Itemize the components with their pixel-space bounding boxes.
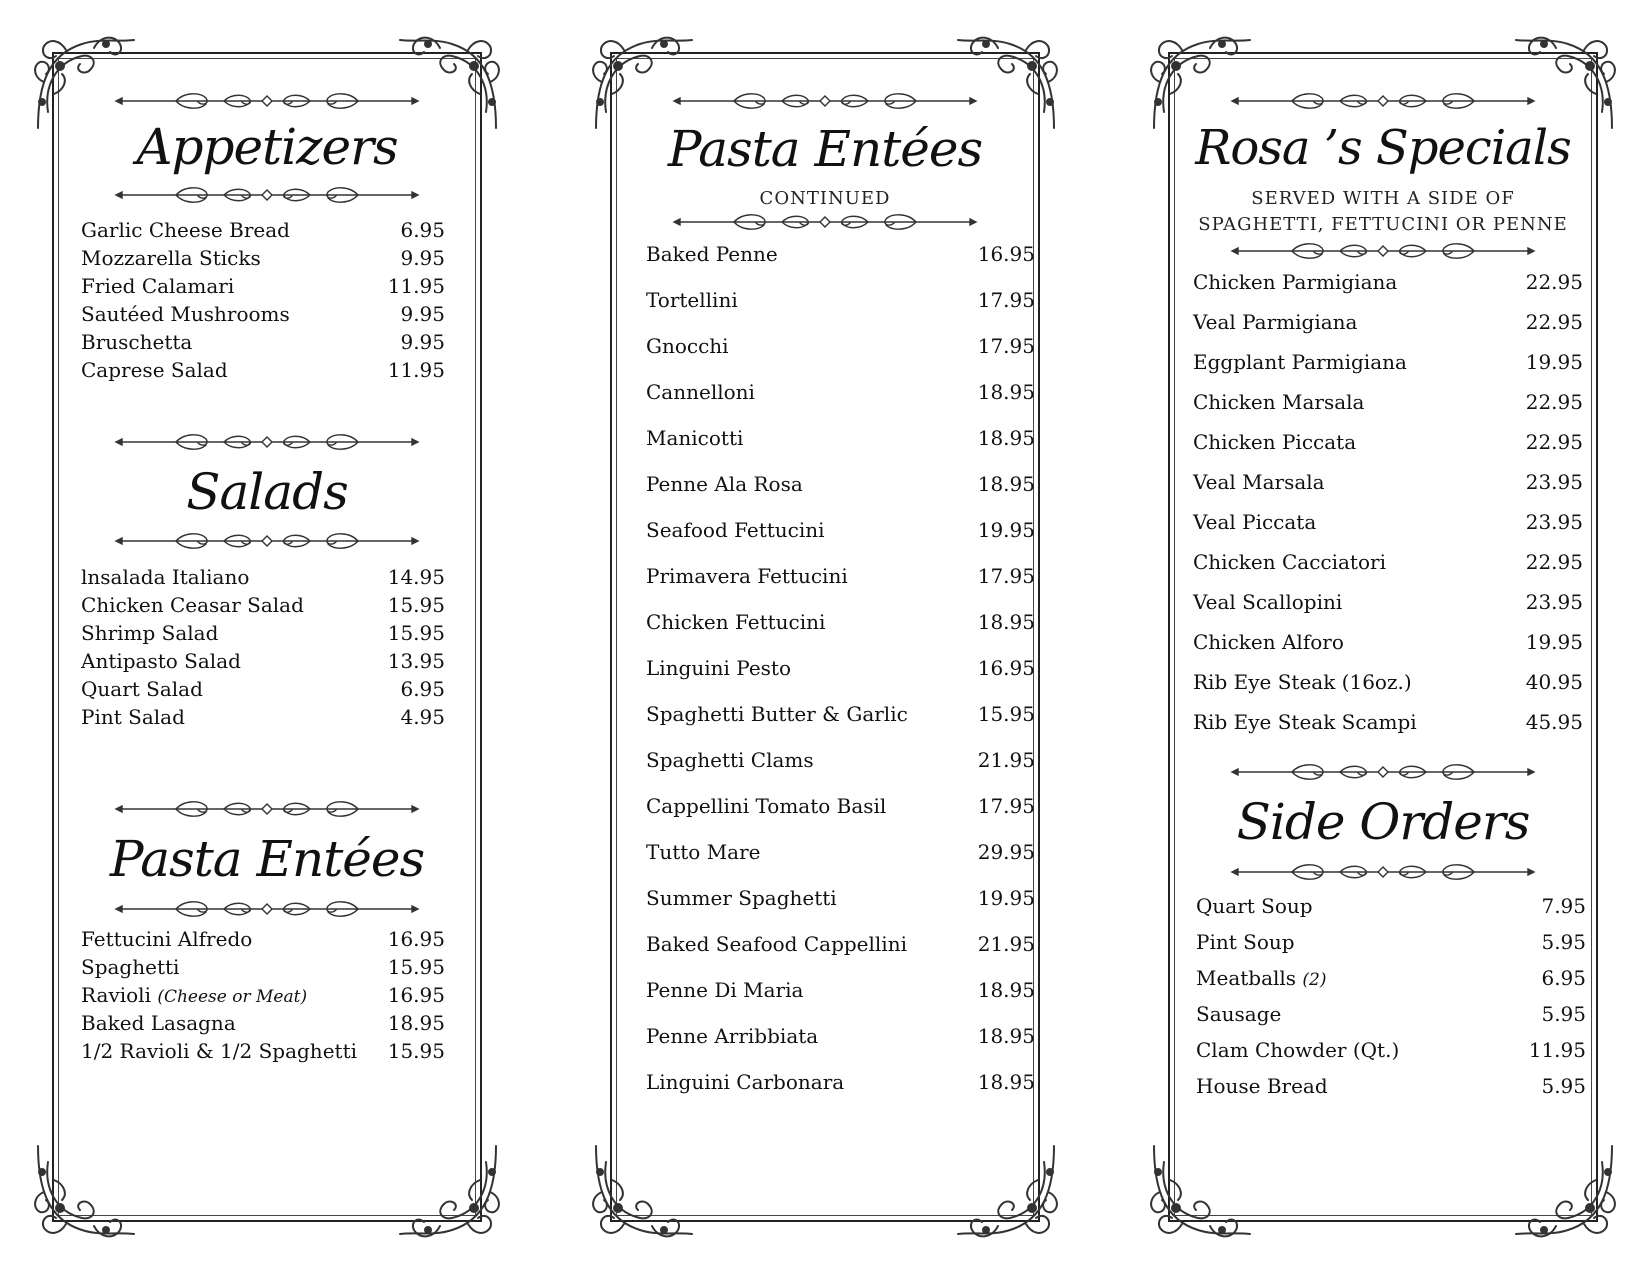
menu-panel-right — [1154, 38, 1612, 1236]
item-price: 9.95 — [400, 302, 445, 326]
item-price: 23.95 — [1525, 590, 1583, 614]
pasta-continued-list — [646, 242, 1035, 1116]
ornament-corner-icon — [394, 1142, 504, 1242]
list-item — [81, 565, 445, 593]
item-name: Rib Eye Steak (16oz.) — [1193, 670, 1412, 694]
item-name: Veal Parmigiana — [1193, 310, 1358, 334]
item-name: 1/2 Ravioli & 1/2 Spaghetti — [81, 1039, 357, 1063]
list-item — [1193, 710, 1583, 750]
item-price: 7.95 — [1541, 894, 1586, 918]
section-title-pasta-continued: Pasta Entées — [667, 120, 983, 178]
item-price: 21.95 — [977, 932, 1035, 956]
side-orders-list — [1196, 894, 1586, 1110]
item-price: 21.95 — [977, 748, 1035, 772]
list-item — [646, 518, 1035, 564]
specials-list — [1193, 270, 1583, 750]
item-name: Eggplant Parmigiana — [1193, 350, 1407, 374]
ornament-corner-icon — [952, 32, 1062, 132]
item-price: 22.95 — [1525, 390, 1583, 414]
item-name: Fried Calamari — [81, 274, 235, 298]
list-item — [1193, 670, 1583, 710]
item-price: 6.95 — [1541, 966, 1586, 990]
item-name: Cappellini Tomato Basil — [646, 794, 887, 818]
item-name: Clam Chowder (Qt.) — [1196, 1038, 1400, 1062]
item-price: 15.95 — [387, 621, 445, 645]
item-name: Pint Salad — [81, 705, 185, 729]
list-item — [81, 302, 445, 330]
item-name: Spaghetti Butter & Garlic — [646, 702, 908, 726]
list-item — [1196, 930, 1586, 966]
item-price: 22.95 — [1525, 310, 1583, 334]
section-subtitle: CONTINUED — [759, 188, 891, 209]
flourish-divider-icon — [114, 90, 420, 112]
section-title-specials: Rosa ’s Specials — [1195, 120, 1571, 176]
section-title-appetizers: Appetizers — [136, 118, 398, 176]
item-name: Primavera Fettucini — [646, 564, 848, 588]
item-price: 16.95 — [977, 242, 1035, 266]
flourish-divider-icon — [1230, 761, 1536, 783]
flourish-divider-icon — [114, 898, 420, 920]
list-item — [646, 288, 1035, 334]
ornament-corner-icon — [588, 1142, 698, 1242]
list-item — [81, 330, 445, 358]
list-item — [646, 610, 1035, 656]
item-name: Antipasto Salad — [81, 649, 241, 673]
list-item — [1196, 894, 1586, 930]
item-name: Chicken Fettucini — [646, 610, 826, 634]
item-name: Penne Arribbiata — [646, 1024, 819, 1048]
flourish-divider-icon — [114, 798, 420, 820]
flourish-divider-icon — [1230, 861, 1536, 883]
item-name: Garlic Cheese Bread — [81, 218, 290, 242]
item-name: Ravioli (Cheese or Meat) — [81, 983, 308, 1007]
item-price: 15.95 — [387, 1039, 445, 1063]
flourish-divider-icon — [114, 431, 420, 453]
item-note: (2) — [1302, 970, 1327, 990]
item-name: Penne Ala Rosa — [646, 472, 803, 496]
list-item — [1193, 510, 1583, 550]
list-item — [646, 932, 1035, 978]
list-item — [81, 1011, 445, 1039]
item-name: Baked Seafood Cappellini — [646, 932, 907, 956]
ornament-corner-icon — [394, 32, 504, 132]
item-name: Chicken Marsala — [1193, 390, 1365, 414]
item-price: 17.95 — [977, 288, 1035, 312]
item-name: Caprese Salad — [81, 358, 228, 382]
item-name: Spaghetti — [81, 955, 180, 979]
flourish-divider-icon — [672, 211, 978, 233]
list-item — [81, 218, 445, 246]
item-price: 9.95 — [400, 246, 445, 270]
item-price: 15.95 — [387, 593, 445, 617]
list-item — [81, 246, 445, 274]
item-price: 22.95 — [1525, 270, 1583, 294]
list-item — [1193, 590, 1583, 630]
item-name: Gnocchi — [646, 334, 729, 358]
item-price: 18.95 — [977, 472, 1035, 496]
item-name: lnsalada Italiano — [81, 565, 250, 589]
item-name: Shrimp Salad — [81, 621, 219, 645]
flourish-divider-icon — [1230, 90, 1536, 112]
list-item — [81, 927, 445, 955]
item-name: Quart Salad — [81, 677, 203, 701]
item-name: Quart Soup — [1196, 894, 1313, 918]
item-name: Sausage — [1196, 1002, 1282, 1026]
list-item — [646, 242, 1035, 288]
list-item — [81, 649, 445, 677]
item-price: 45.95 — [1525, 710, 1583, 734]
item-price: 23.95 — [1525, 470, 1583, 494]
item-price: 6.95 — [400, 218, 445, 242]
pasta-list — [81, 927, 445, 1067]
item-price: 29.95 — [977, 840, 1035, 864]
list-item — [646, 702, 1035, 748]
item-price: 5.95 — [1541, 1074, 1586, 1098]
flourish-divider-icon — [672, 90, 978, 112]
item-price: 15.95 — [387, 955, 445, 979]
ornament-corner-icon — [30, 1142, 140, 1242]
list-item — [81, 677, 445, 705]
item-price: 6.95 — [400, 677, 445, 701]
item-price: 16.95 — [977, 656, 1035, 680]
list-item — [646, 978, 1035, 1024]
item-price: 18.95 — [977, 1070, 1035, 1094]
item-name: Spaghetti Clams — [646, 748, 814, 772]
section-title-salads: Salads — [186, 463, 348, 521]
list-item — [646, 380, 1035, 426]
item-price: 19.95 — [977, 886, 1035, 910]
item-price: 5.95 — [1541, 930, 1586, 954]
item-price: 22.95 — [1525, 550, 1583, 574]
flourish-divider-icon — [114, 530, 420, 552]
item-price: 11.95 — [387, 358, 445, 382]
item-price: 22.95 — [1525, 430, 1583, 454]
list-item — [1196, 966, 1586, 1002]
list-item — [646, 1070, 1035, 1116]
menu-panel-left — [38, 38, 496, 1236]
section-subtitle: SERVED WITH A SIDE OF — [1251, 188, 1515, 209]
list-item — [81, 621, 445, 649]
list-item — [1193, 310, 1583, 350]
item-name: Veal Marsala — [1193, 470, 1325, 494]
item-name: Chicken Alforo — [1193, 630, 1344, 654]
ornament-corner-icon — [952, 1142, 1062, 1242]
flourish-divider-icon — [1230, 240, 1536, 262]
list-item — [646, 886, 1035, 932]
item-price: 18.95 — [977, 610, 1035, 634]
item-price: 18.95 — [977, 1024, 1035, 1048]
list-item — [1193, 550, 1583, 590]
list-item — [646, 748, 1035, 794]
list-item — [1193, 430, 1583, 470]
item-name: Chicken Piccata — [1193, 430, 1357, 454]
list-item — [81, 358, 445, 386]
list-item — [646, 334, 1035, 380]
item-name: Penne Di Maria — [646, 978, 804, 1002]
list-item — [81, 274, 445, 302]
item-price: 18.95 — [977, 978, 1035, 1002]
item-name: Sautéed Mushrooms — [81, 302, 290, 326]
item-name: Mozzarella Sticks — [81, 246, 261, 270]
item-price: 18.95 — [387, 1011, 445, 1035]
list-item — [1193, 390, 1583, 430]
item-price: 17.95 — [977, 564, 1035, 588]
list-item — [81, 983, 445, 1011]
item-price: 16.95 — [387, 927, 445, 951]
item-name: Veal Piccata — [1193, 510, 1317, 534]
item-name: Meatballs (2) — [1196, 966, 1327, 990]
item-price: 14.95 — [387, 565, 445, 589]
item-name: Bruschetta — [81, 330, 193, 354]
item-price: 5.95 — [1541, 1002, 1586, 1026]
item-price: 16.95 — [387, 983, 445, 1007]
item-price: 40.95 — [1525, 670, 1583, 694]
item-price: 4.95 — [400, 705, 445, 729]
item-note: (Cheese or Meat) — [157, 987, 308, 1007]
item-name: Chicken Ceasar Salad — [81, 593, 304, 617]
menu-panel-middle — [596, 38, 1054, 1236]
list-item — [81, 593, 445, 621]
list-item — [81, 705, 445, 733]
item-price: 18.95 — [977, 426, 1035, 450]
salads-list — [81, 565, 445, 733]
item-price: 18.95 — [977, 380, 1035, 404]
section-title-pasta: Pasta Entées — [109, 830, 425, 888]
ornament-corner-icon — [1510, 32, 1620, 132]
item-price: 19.95 — [977, 518, 1035, 542]
item-price: 19.95 — [1525, 350, 1583, 374]
ornament-corner-icon — [588, 32, 698, 132]
ornament-corner-icon — [30, 32, 140, 132]
item-name: Veal Scallopini — [1193, 590, 1343, 614]
item-price: 23.95 — [1525, 510, 1583, 534]
item-price: 17.95 — [977, 794, 1035, 818]
item-name: Linguini Carbonara — [646, 1070, 845, 1094]
item-name: Baked Penne — [646, 242, 778, 266]
list-item — [646, 794, 1035, 840]
list-item — [646, 656, 1035, 702]
ornament-corner-icon — [1146, 32, 1256, 132]
section-title-side-orders: Side Orders — [1236, 793, 1530, 851]
item-name: Baked Lasagna — [81, 1011, 236, 1035]
item-name: Cannelloni — [646, 380, 755, 404]
item-name: Pint Soup — [1196, 930, 1295, 954]
list-item — [646, 472, 1035, 518]
item-name: Tortellini — [646, 288, 738, 312]
item-price: 19.95 — [1525, 630, 1583, 654]
list-item — [81, 1039, 445, 1067]
item-price: 9.95 — [400, 330, 445, 354]
list-item — [1193, 350, 1583, 390]
list-item — [646, 564, 1035, 610]
appetizers-list — [81, 218, 445, 386]
ornament-corner-icon — [1510, 1142, 1620, 1242]
item-price: 11.95 — [387, 274, 445, 298]
item-price: 17.95 — [977, 334, 1035, 358]
item-name: Summer Spaghetti — [646, 886, 837, 910]
item-name: House Bread — [1196, 1074, 1328, 1098]
flourish-divider-icon — [114, 184, 420, 206]
item-name: Fettucini Alfredo — [81, 927, 253, 951]
item-name: Chicken Parmigiana — [1193, 270, 1398, 294]
item-name: Manicotti — [646, 426, 744, 450]
list-item — [646, 1024, 1035, 1070]
list-item — [1193, 470, 1583, 510]
item-price: 15.95 — [977, 702, 1035, 726]
list-item — [81, 955, 445, 983]
item-name: Linguini Pesto — [646, 656, 792, 680]
item-name: Seafood Fettucini — [646, 518, 825, 542]
list-item — [1196, 1038, 1586, 1074]
list-item — [1193, 270, 1583, 310]
item-name: Rib Eye Steak Scampi — [1193, 710, 1417, 734]
list-item — [646, 426, 1035, 472]
list-item — [1196, 1002, 1586, 1038]
section-subtitle: SPAGHETTI, FETTUCINI OR PENNE — [1198, 214, 1568, 235]
item-name: Tutto Mare — [646, 840, 761, 864]
item-name: Chicken Cacciatori — [1193, 550, 1386, 574]
item-price: 11.95 — [1528, 1038, 1586, 1062]
list-item — [646, 840, 1035, 886]
list-item — [1196, 1074, 1586, 1110]
list-item — [1193, 630, 1583, 670]
item-price: 13.95 — [387, 649, 445, 673]
ornament-corner-icon — [1146, 1142, 1256, 1242]
